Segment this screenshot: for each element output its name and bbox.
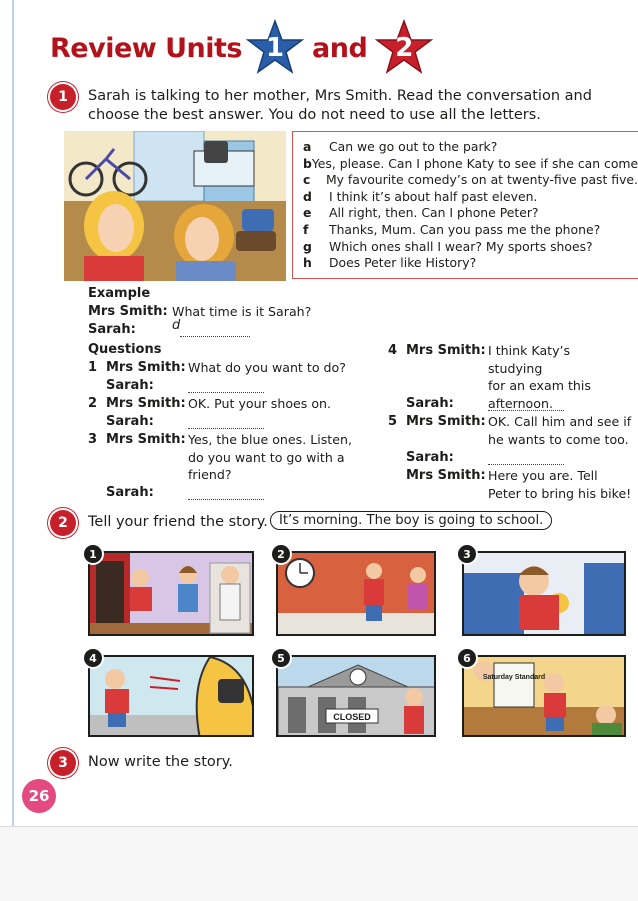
picture-1-number: 1 bbox=[84, 545, 102, 563]
option-a bbox=[303, 139, 638, 156]
story-picture-4 bbox=[88, 655, 254, 737]
unit1-star-icon bbox=[246, 19, 304, 77]
q2-speaker: Mrs Smith: bbox=[106, 396, 186, 411]
picture-6-number: 6 bbox=[458, 649, 476, 667]
exercise-2-number: 2 bbox=[50, 510, 76, 536]
option-text: Thanks, Mum. Can you pass me the phone? bbox=[329, 221, 601, 237]
q2-number: 2 bbox=[88, 396, 98, 411]
option-letter: h bbox=[303, 255, 312, 271]
picture-5-number: 5 bbox=[272, 649, 290, 667]
option-letter: g bbox=[303, 238, 312, 254]
unit2-number: 2 bbox=[395, 33, 414, 63]
picture-2-number: 2 bbox=[272, 545, 290, 563]
option-letter: c bbox=[303, 172, 311, 188]
q4-speaker: Mrs Smith: bbox=[406, 343, 486, 358]
q3-text-line2: do you want to go with a bbox=[188, 449, 345, 465]
page-bottom-margin bbox=[0, 826, 638, 901]
story-picture-3 bbox=[462, 551, 626, 636]
q4-text-line2: for an exam this bbox=[488, 378, 591, 393]
option-letter: f bbox=[303, 221, 309, 237]
q3-speaker: Mrs Smith: bbox=[106, 432, 186, 447]
exercise-3-number: 3 bbox=[50, 750, 76, 776]
q4-text-line3: afternoon. bbox=[488, 395, 553, 411]
option-text: Which ones shall I wear? My sports shoes? bbox=[329, 238, 593, 254]
q1-answer-blank[interactable] bbox=[188, 378, 264, 393]
option-letter: a bbox=[303, 139, 312, 154]
exercise-1-instruction bbox=[88, 87, 628, 125]
page-number: 26 bbox=[22, 779, 56, 813]
exercise-1-number: 1 bbox=[50, 84, 76, 110]
option-d bbox=[303, 189, 638, 206]
q1-speaker: Mrs Smith: bbox=[106, 360, 186, 375]
option-e bbox=[303, 205, 638, 222]
newspaper-title: Saturday Standard bbox=[482, 674, 546, 681]
answer-options-box bbox=[292, 131, 638, 279]
q2-answer-blank[interactable] bbox=[188, 414, 264, 429]
option-text: Yes, please. Can I phone Katy to see if she can come bbox=[311, 155, 638, 171]
closed-sign: CLOSED bbox=[333, 712, 371, 722]
title-and: and bbox=[312, 32, 368, 64]
story-picture-6 bbox=[462, 655, 626, 737]
title-prefix: Review Units bbox=[50, 32, 242, 64]
option-b bbox=[303, 156, 638, 173]
option-text: My favourite comedy’s on at twenty-five past five. bbox=[325, 172, 638, 188]
exercise-3-instruction: Now write the story. bbox=[88, 754, 233, 770]
exercise-1-instruction-line1: Sarah is talking to her mother, Mrs Smith. Read the conversation and bbox=[88, 88, 592, 104]
exercise-1-instruction-line2: choose the best answer. You do not need to use all the letters. bbox=[88, 107, 541, 123]
story-picture-1 bbox=[88, 551, 254, 636]
option-text: I think it’s about half past eleven. bbox=[329, 188, 538, 204]
q5-text-line1: OK. Call him and see if bbox=[488, 414, 632, 429]
q4-text-line1: I think Katy’s studying bbox=[488, 343, 571, 376]
q1-text: What do you want to do? bbox=[188, 360, 346, 375]
option-letter: e bbox=[303, 205, 312, 221]
q3-answer-blank[interactable] bbox=[188, 485, 264, 500]
q6-text-line2: Peter to bring his bike! bbox=[488, 485, 632, 501]
option-c bbox=[303, 172, 638, 189]
example-line: What time is it Sarah? bbox=[172, 304, 312, 319]
example-speaker-mrs-smith: Mrs Smith: bbox=[88, 304, 168, 319]
unit1-number: 1 bbox=[265, 33, 285, 63]
q2-sarah: Sarah: bbox=[106, 414, 154, 429]
page-edge-line bbox=[12, 0, 14, 830]
story-picture-5 bbox=[276, 655, 436, 737]
option-text: Does Peter like History? bbox=[329, 255, 477, 271]
q5-speaker: Mrs Smith: bbox=[406, 414, 486, 429]
q4-answer-blank[interactable] bbox=[488, 396, 564, 411]
q5-text-line2: he wants to come too. bbox=[488, 431, 629, 447]
picture-4-number: 4 bbox=[84, 649, 102, 667]
q6-text bbox=[488, 467, 633, 502]
example-speaker-sarah: Sarah: bbox=[88, 322, 136, 337]
q3-number: 3 bbox=[88, 432, 98, 447]
q5-number: 5 bbox=[388, 414, 398, 429]
q6-speaker: Mrs Smith: bbox=[406, 468, 486, 483]
q3-text-line3: friend? bbox=[188, 467, 232, 482]
questions-heading: Questions bbox=[88, 342, 162, 357]
option-letter: d bbox=[303, 188, 312, 204]
example-answer-blank bbox=[180, 322, 250, 337]
option-f bbox=[303, 222, 638, 239]
example-answer: d bbox=[172, 318, 181, 333]
speech-bubble: It’s morning. The boy is going to school. bbox=[270, 511, 552, 530]
option-h bbox=[303, 255, 638, 272]
exercise-2-instruction: Tell your friend the story. bbox=[88, 514, 268, 530]
q1-sarah: Sarah: bbox=[106, 378, 154, 393]
option-g bbox=[303, 239, 638, 256]
option-text: Can we go out to the park? bbox=[329, 139, 498, 154]
q3-text bbox=[188, 431, 358, 484]
q1-number: 1 bbox=[88, 360, 98, 375]
picture-3-number: 3 bbox=[458, 545, 476, 563]
q2-text: OK. Put your shoes on. bbox=[188, 396, 332, 411]
option-text: All right, then. Can I phone Peter? bbox=[329, 205, 539, 221]
example-heading: Example bbox=[88, 286, 151, 301]
q3-sarah: Sarah: bbox=[106, 485, 154, 500]
story-picture-2 bbox=[276, 551, 436, 636]
q5-sarah: Sarah: bbox=[406, 450, 454, 465]
q5-answer-blank[interactable] bbox=[488, 450, 564, 465]
q4-number: 4 bbox=[388, 343, 398, 358]
q3-text-line1: Yes, the blue ones. Listen, bbox=[188, 432, 352, 447]
option-letter: b bbox=[303, 155, 312, 171]
q6-text-line1: Here you are. Tell bbox=[488, 468, 598, 483]
q4-sarah: Sarah: bbox=[406, 396, 454, 411]
sarah-mother-illustration bbox=[64, 131, 286, 281]
unit2-star-icon bbox=[375, 19, 433, 77]
q5-text bbox=[488, 413, 633, 448]
page-title bbox=[50, 22, 437, 74]
